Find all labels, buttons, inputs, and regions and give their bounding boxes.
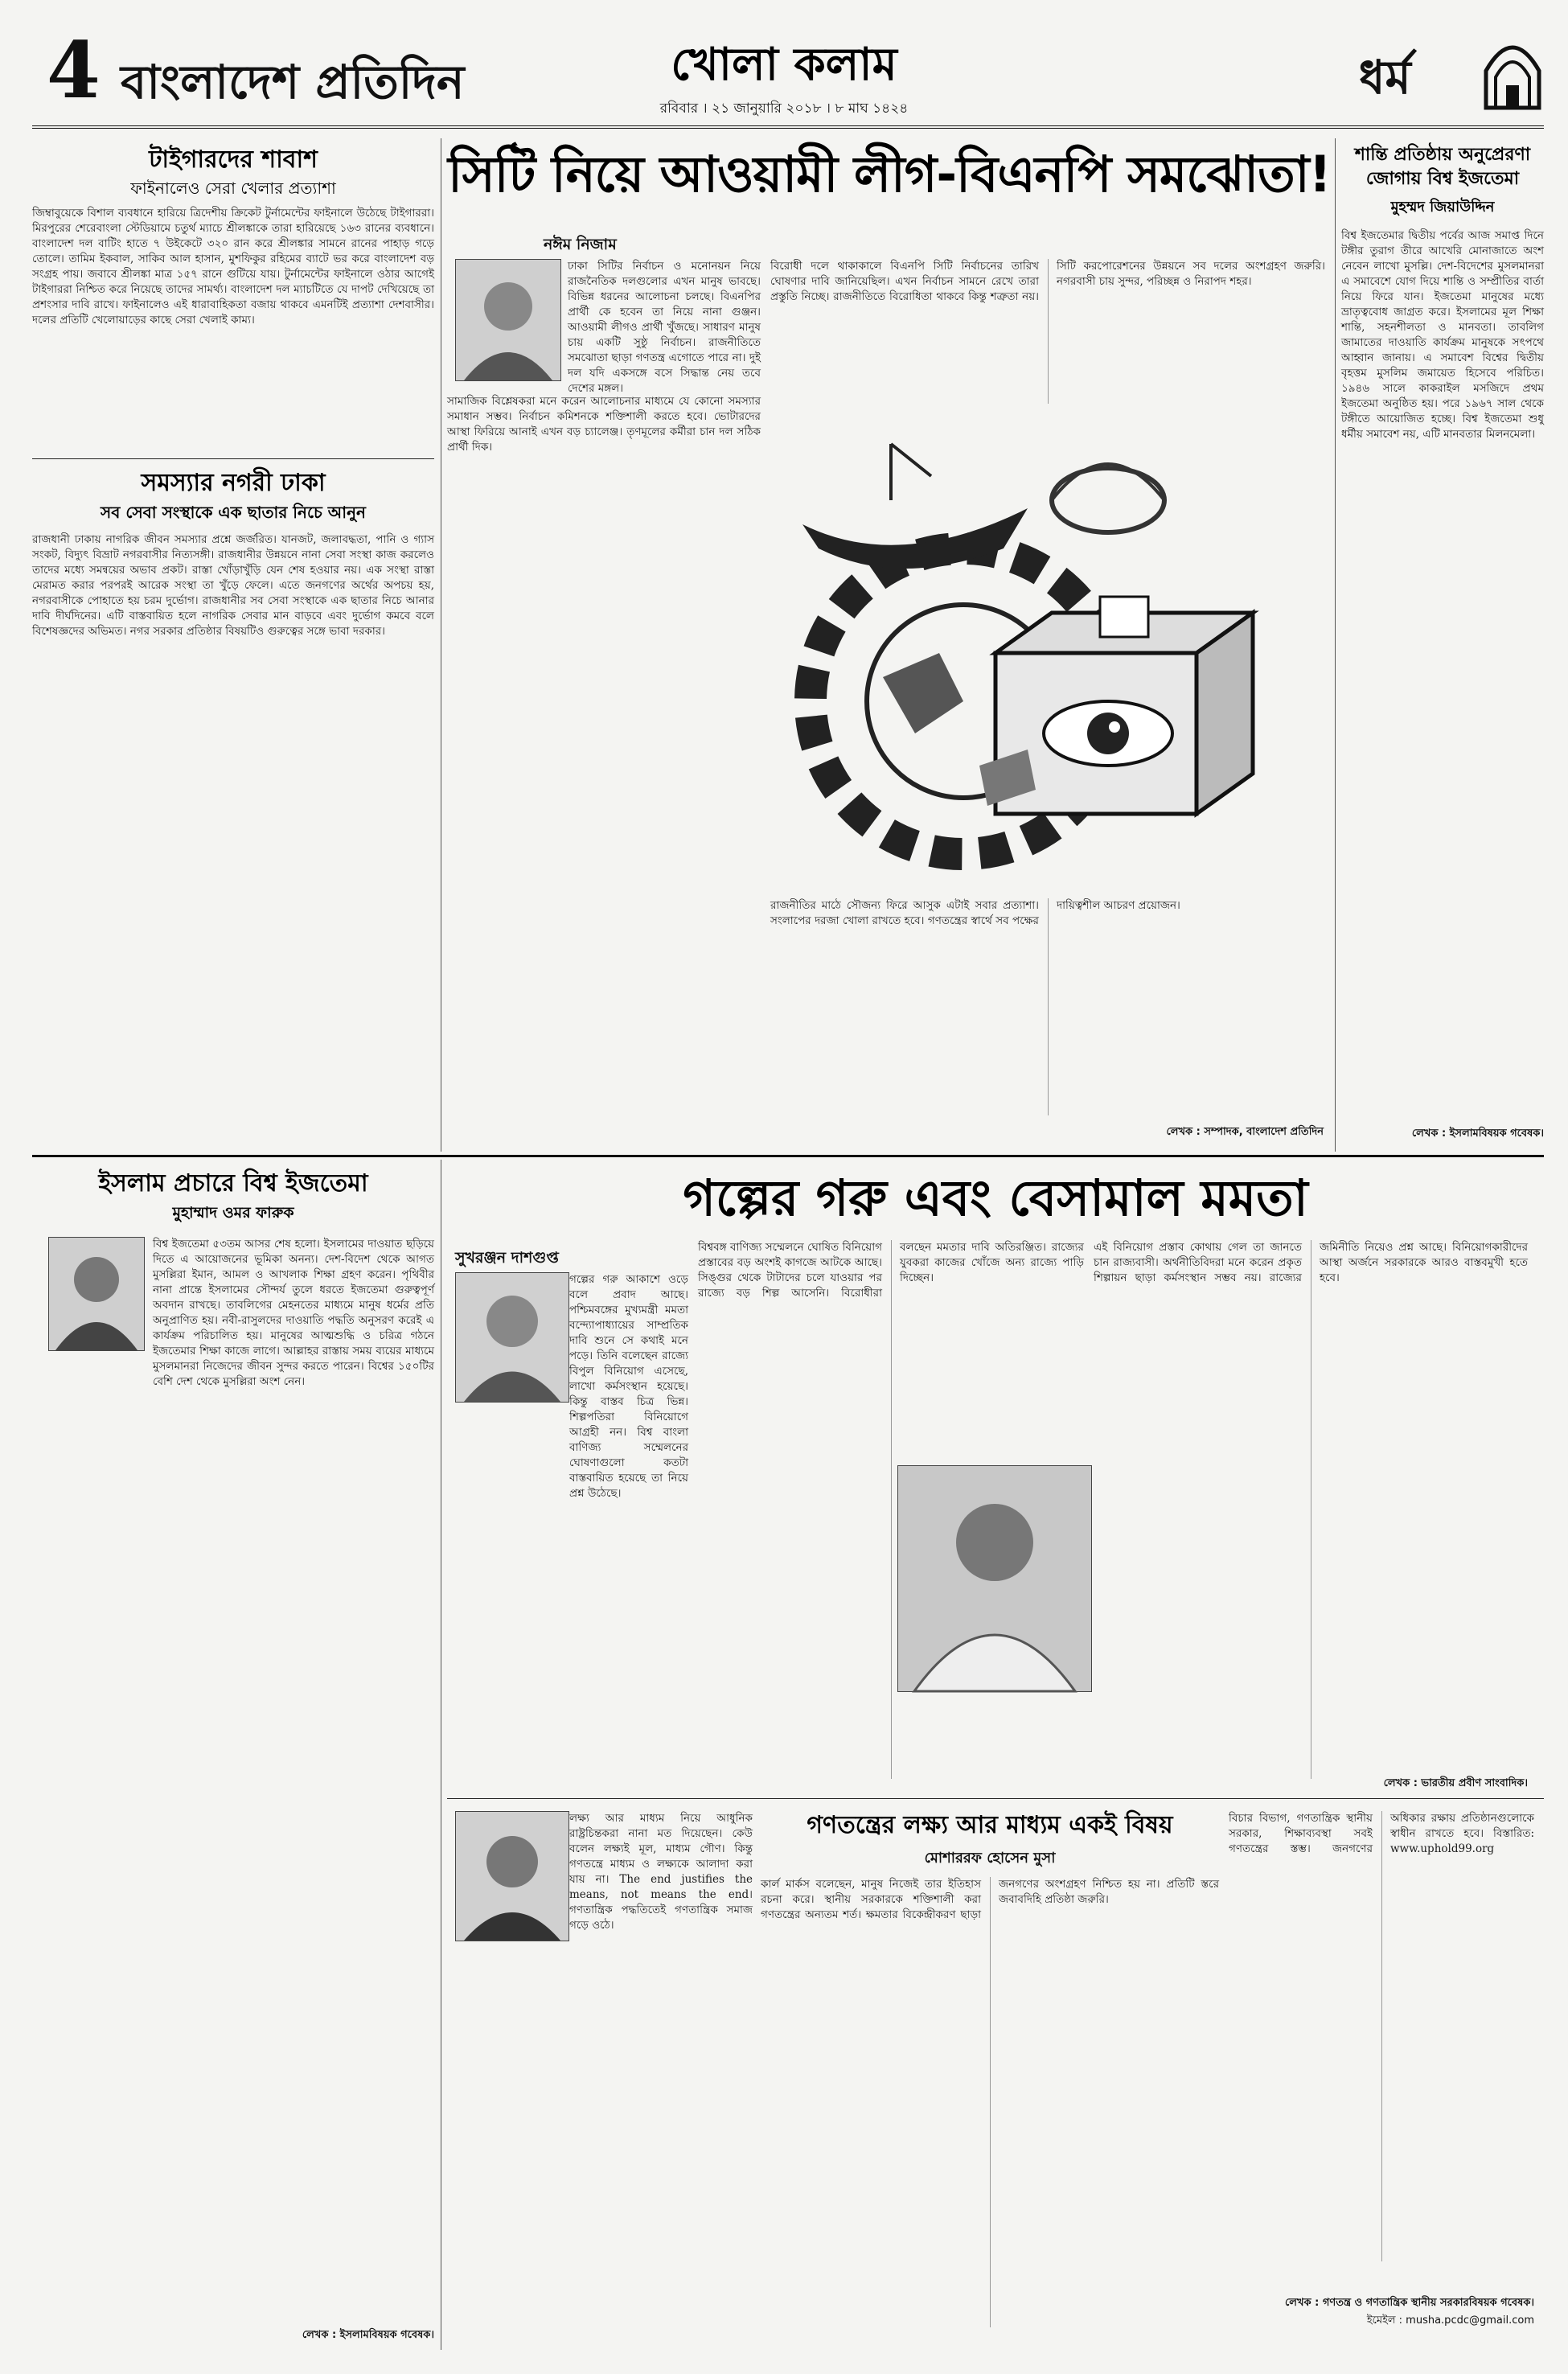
feature-body-col3: এই বিনিয়োগ প্রস্তাব কোথায় গেল তা জানতে চান রাজ্যবাসী। অর্থনীতিবিদরা মনে করেন প্রকৃত শিল্পায়ন ছাড়া কর্মসংস্থান সম্ভব নয়। রাজ্যের জমিনীতি নিয়েও প্রশ্ন আছে। বিনিয়োগকারীদের আস্থা অর্জনে সরকারকে আরও বাস্তবমুখী হতে হবে।: [1094, 1241, 1528, 1284]
section-divider: [447, 1798, 1544, 1799]
story-subtitle: সব সেবা সংস্থাকে এক ছাতার নিচে আনুন: [101, 503, 366, 522]
story-byline: মুহাম্মাদ ওমর ফারুক: [172, 1204, 294, 1222]
section-title: খোলা কলাম: [671, 39, 897, 91]
feature-byline: সুখরঞ্জন দাশগুপ্ত: [455, 1249, 559, 1267]
bottom-byline: মোশাররফ হোসেন মুসা: [924, 1850, 1056, 1867]
lead-body-col2: বিরোধী দলে থাকাকালে বিএনপি সিটি নির্বাচনের তারিখ ঘোষণার দাবি জানিয়েছিল। এখন নির্বাচন সামনে রেখে তারা প্রস্তুতি নিচ্ছে। রাজনীতিতে বিরোধিতা থাকবে কিন্তু শত্রুতা নয়। সিটি করপোরেশনের উন্নয়নে সব দলের অংশগ্রহণ জরুরি। নগরবাসী চায় সুন্দর, পরিচ্ছন্ন ও নিরাপদ শহর।: [770, 260, 1325, 303]
feature-story: [447, 1160, 1544, 1795]
story-body: বিশ্ব ইজতেমার দ্বিতীয় পর্বের আজ সমাপ্ত দিনে টঙ্গীর তুরাগ তীরে আখেরি মোনাজাতে অংশ নেবেন লাখো মুসল্লি। দেশ-বিদেশের মুসলমানরা এ সমাবেশে যোগ দিয়ে শান্তি ও সম্প্রীতির বার্তা নিয়ে ফিরে যান। ইজতেমা মানুষের মধ্যে ভ্রাতৃত্ববোধ জাগ্রত করে। ইসলামের মূল শিক্ষা শান্তি, সহনশীলতা ও মানবতা। তাবলিগ জামাতের দাওয়াতি কার্যক্রম মানুষকে সৎপথে আহ্বান জানায়। এ সমাবেশ বিশ্বের দ্বিতীয় বৃহত্তম মুসলিম জমায়েত হিসেবে পরিচিত। ১৯৪৬ সালে কাকরাইল মসজিদে প্রথম ইজতেমা অনুষ্ঠিত হয়। পরে ১৯৬৭ সাল থেকে টঙ্গীতে আয়োজিত হচ্ছে। বিশ্ব ইজতেমা শুধু ধর্মীয় সমাবেশ নয়, এটি মানবতার মিলনমেলা।: [1341, 229, 1544, 441]
story-title: টাইগারদের শাবাশ: [149, 146, 318, 174]
bottom-body-col2: কার্ল মার্কস বলেছেন, মানুষ নিজেই তার ইতিহাস রচনা করে। স্থানীয় সরকারকে শক্তিশালী করা গণতন্ত্রের অন্যতম শর্ত। ক্ষমতার বিকেন্দ্রীকরণ ছাড়া জনগণের অংশগ্রহণ নিশ্চিত হয় না। প্রতিটি স্তরে জবাবদিহি প্রতিষ্ঠা জরুরি।: [761, 1878, 1219, 1921]
bottom-body-col3: বিচার বিভাগ, গণতান্ত্রিক স্থানীয় সরকার, শিক্ষাব্যবস্থা সবই গণতন্ত্রের স্তম্ভ। জনগণের অধিকার রক্ষায় প্রতিষ্ঠানগুলোকে স্বাধীন রাখতে হবে। বিস্তারিত: www.uphold99.org: [1229, 1812, 1534, 1855]
paper-name: বাংলাদেশ প্রতিদিন: [121, 55, 465, 109]
author-photo: [455, 259, 561, 381]
category-label: ধর্ম: [1359, 50, 1411, 105]
democracy-story: [447, 1803, 1544, 2348]
story-body: বিশ্ব ইজতেমা ৫৩তম আসর শেষ হলো। ইসলামের দাওয়াত ছড়িয়ে দিতে এ আয়োজনের ভূমিকা অনন্য। দেশ-বিদেশ থেকে আগত মুসল্লিরা ইমান, আমল ও আখলাক শিক্ষা গ্রহণ করেন। পৃথিবীর নানা প্রান্তে ইসলামের সৌন্দর্য তুলে ধরতে ইজতেমা গুরুত্বপূর্ণ অবদান রাখছে। তাবলিগের মেহনতের মাধ্যমে মানুষ ধর্মের প্রতি অনুপ্রাণিত হয়। নবী-রাসুলদের দাওয়াতি পদ্ধতি অনুসরণ করেই এ কার্যক্রম পরিচালিত হয়। মানুষের আত্মশুদ্ধি ও চরিত্র গঠনে ইজতেমার শিক্ষা কাজে লাগে। আল্লাহর রাস্তায় সময় ব্যয়ের মাধ্যমে মুসলমানরা নিজেদের জীবন সুন্দর করতে পারেন। বিশ্বের ১৫০টির বেশি দেশ থেকে মুসল্লিরা অংশ নেন।: [153, 1238, 434, 1388]
feature-footer: লেখক : ভারতীয় প্রবীণ সাংবাদিক।: [1383, 1777, 1528, 1789]
feature-body-col2: বিশ্ববঙ্গ বাণিজ্য সম্মেলনে ঘোষিত বিনিয়োগ প্রস্তাবের বড় অংশই কাগজে আটকে আছে। সিঙ্গুর থেকে টাটাদের চলে যাওয়ার পর রাজ্যে বড় শিল্প আসেনি। বিরোধীরা বলছেন মমতার দাবি অতিরঞ্জিত। রাজ্যের যুবকরা কাজের খোঁজে অন্য রাজ্যে পাড়ি দিচ্ছেন।: [698, 1241, 1084, 1300]
masthead-rule: [32, 125, 1544, 129]
story-footer: লেখক : ইসলামবিষয়ক গবেষক।: [1411, 1127, 1544, 1140]
section-divider: [32, 1155, 1544, 1157]
lead-footer: লেখক : সম্পাদক, বাংলাদেশ প্রতিদিন: [1166, 1126, 1324, 1138]
story-byline: মুহম্মদ জিয়াউদ্দিন: [1390, 199, 1495, 216]
feature-body-col1: গল্পের গরু আকাশে ওড়ে বলে প্রবাদ আছে। পশ্চিমবঙ্গের মুখ্যমন্ত্রী মমতা বন্দ্যোপাধ্যায়ের সাম্প্রতিক দাবি শুনে সে কথাই মনে পড়ে। তিনি বলেছেন রাজ্যে বিপুল বিনিয়োগ এসেছে, লাখো কর্মসংস্থান হয়েছে। কিন্তু বাস্তব চিত্র ভিন্ন। শিল্পপতিরা বিনিয়োগে আগ্রহী নন। বিশ্ব বাংলা বাণিজ্য সম্মেলনের ঘোষণাগুলো কতটা বাস্তবায়িত হয়েছে তা নিয়ে প্রশ্ন উঠেছে।: [569, 1273, 688, 1500]
lead-body-col1: ঢাকা সিটির নির্বাচন ও মনোনয়ন নিয়ে রাজনৈতিক দলগুলোর এখন মানুষ ভাবছে। বিভিন্ন ধরনের আলোচনা চলছে। বিএনপির প্রার্থী কে হবেন তা নিয়ে নানা গুঞ্জন। আওয়ামী লীগও প্রার্থী খুঁজছে। সাধারণ মানুষ চায় একটি সুষ্ঠু নির্বাচন। রাজনীতিতে সমঝোতা ছাড়া গণতন্ত্র এগোতে পারে না। দুই দল যদি একসঙ্গে বসে সিদ্ধান্ত নেয় তবে দেশের মঙ্গল।: [568, 260, 761, 395]
divider: [32, 458, 434, 459]
islam-story: [32, 1160, 434, 2348]
story-title: ইসলাম প্রচারে বিশ্ব ইজতেমা: [98, 1169, 368, 1197]
lead-body-col3: রাজনীতির মাঠে সৌজন্য ফিরে আসুক এটাই সবার প্রত্যাশা। সংলাপের দরজা খোলা রাখতে হবে। গণতন্ত্রের স্বার্থে সব পক্ষের দায়িত্বশীল আচরণ প্রয়োজন।: [770, 899, 1180, 927]
story-body: রাজধানী ঢাকায় নাগরিক জীবন সমস্যার প্রশ্নে জর্জরিত। যানজট, জলাবদ্ধতা, পানি ও গ্যাস সংকট, বিদ্যুৎ বিভ্রাট নগরবাসীর নিত্যসঙ্গী। রাজধানীর উন্নয়নে নানা সেবা সংস্থা কাজ করলেও তাদের মধ্যে সমন্বয়ের অভাব প্রকট। রাস্তা খোঁড়াখুঁড়ি যেন শেষ হওয়ার নয়। এক সংস্থা রাস্তা মেরামত করার পরপরই আরেক সংস্থা তা খুঁড়ে ফেলে। এতে জনগণের অর্থের অপচয় হয়, নগরবাসীকে পোহাতে হয় চরম দুর্ভোগ। রাজধানীর সব সেবা সংস্থাকে এক ছাতার নিচে আনার দাবি দীর্ঘদিনের। এটি বাস্তবায়িত হলে নাগরিক সেবার মান বাড়বে এবং দুর্ভোগ কমবে বলে বিশেষজ্ঞদের অভিমত। নগর সরকার প্রতিষ্ঠার বিষয়টিও গুরুত্বের সঙ্গে ভাবা দরকার।: [32, 533, 434, 638]
lead-headline: সিটি নিয়ে আওয়ামী লীগ-বিএনপি সমঝোতা!: [448, 145, 1331, 203]
bottom-email: ইমেইল : musha.pcdc@gmail.com: [1366, 2314, 1534, 2327]
bottom-body-col1: লক্ষ্য আর মাধ্যম নিয়ে আধুনিক রাষ্ট্রচিন্তকরা নানা মত দিয়েছেন। কেউ বলেন লক্ষ্যই মূল, মাধ্যম গৌণ। কিন্তু গণতন্ত্রে মাধ্যম ও লক্ষ্যকে আলাদা করা যায় না। The end justifies the means, not means the end। গণতান্ত্রিক পদ্ধতিতেই গণতান্ত্রিক সমাজ গড়ে ওঠে।: [569, 1812, 753, 1932]
edition-date: রবিবার । ২১ জানুয়ারি ২০১৮ । ৮ মাঘ ১৪২৪: [659, 101, 909, 117]
story-title: সমস্যার নগরী ঢাকা: [141, 469, 326, 497]
lead-byline: নঈম নিজাম: [544, 236, 617, 253]
page-number: 4: [47, 25, 101, 116]
story-footer: লেখক : ইসলামবিষয়ক গবেষক।: [302, 2329, 434, 2341]
ijtema-story: [1341, 138, 1544, 1152]
masthead: [0, 0, 1568, 135]
bottom-footer: লেখক : গণতন্ত্র ও গণতান্ত্রিক স্থানীয় সরকারবিষয়ক গবেষক।: [1285, 2297, 1534, 2309]
bottom-headline: গণতন্ত্রের লক্ষ্য আর মাধ্যম একই বিষয়: [807, 1811, 1173, 1839]
feature-headline: গল্পের গরু এবং বেসামাল মমতা: [683, 1169, 1308, 1227]
story-subtitle: ফাইনালেও সেরা খেলার প্রত্যাশা: [130, 179, 336, 198]
column-divider: [1335, 138, 1336, 1152]
story-dhaka: [32, 462, 434, 1149]
mosque-dome-icon: [1480, 31, 1545, 111]
lead-body-col1b: সামাজিক বিশ্লেষকরা মনে করেন আলোচনার মাধ্যমে যে কোনো সমস্যার সমাধান সম্ভব। নির্বাচন কমিশনকে শক্তিশালী করতে হবে। ভোটারদের আস্থা ফিরিয়ে আনাই এখন বড় চ্যালেঞ্জ। তৃণমূলের কর্মীরা চান দল সঠিক প্রার্থী দিক।: [447, 395, 761, 454]
lead-story: [447, 138, 1332, 1152]
story-title: শান্তি প্রতিষ্ঠায় অনুপ্রেরণা জোগায় বিশ্ব ইজতেমা: [1354, 145, 1531, 189]
story-body: জিম্বাবুয়েকে বিশাল ব্যবধানে হারিয়ে ত্রিদেশীয় ক্রিকেট টুর্নামেন্টের ফাইনালে উঠেছে টাইগাররা। মিরপুরের শেরেবাংলা স্টেডিয়ামে চতুর্থ ম্যাচে শ্রীলঙ্কাকে তারা হারিয়েছে ১৬৩ রানের ব্যবধানে। বাংলাদেশ দল বাটিং হাতে ৭ উইকেটে ৩২০ রান করে শ্রীলঙ্কার সামনে রানের পাহাড় গড়ে তোলে। তামিম ইকবাল, সাকিব আল হাসান, মুশফিকুর রহিমের ব্যাটে ভর করে বাংলাদেশ বড় সংগ্রহ পায়। জবাবে শ্রীলঙ্কা মাত্র ১৫৭ রানে গুটিয়ে যায়। টুর্নামেন্টের ফাইনালে ওঠার আগেই টাইগাররা নিশ্চিত করে নিয়েছে তাদের সামর্থ্য। বাংলাদেশ দল ম্যাচটিতে যে দাপট দেখিয়েছে তা প্রশংসার দাবি রাখে। ফাইনালেও এই ধারাবাহিকতা বজায় থাকবে এমনটিই প্রত্যাশা দেশবাসীর। দলের প্রতিটি খেলোয়াড়ের কাছে সেরা খেলাই কাম্য।: [32, 207, 434, 327]
story-tigers: [32, 138, 434, 456]
politician-photo: [897, 1465, 1092, 1692]
illustration: [770, 412, 1325, 894]
